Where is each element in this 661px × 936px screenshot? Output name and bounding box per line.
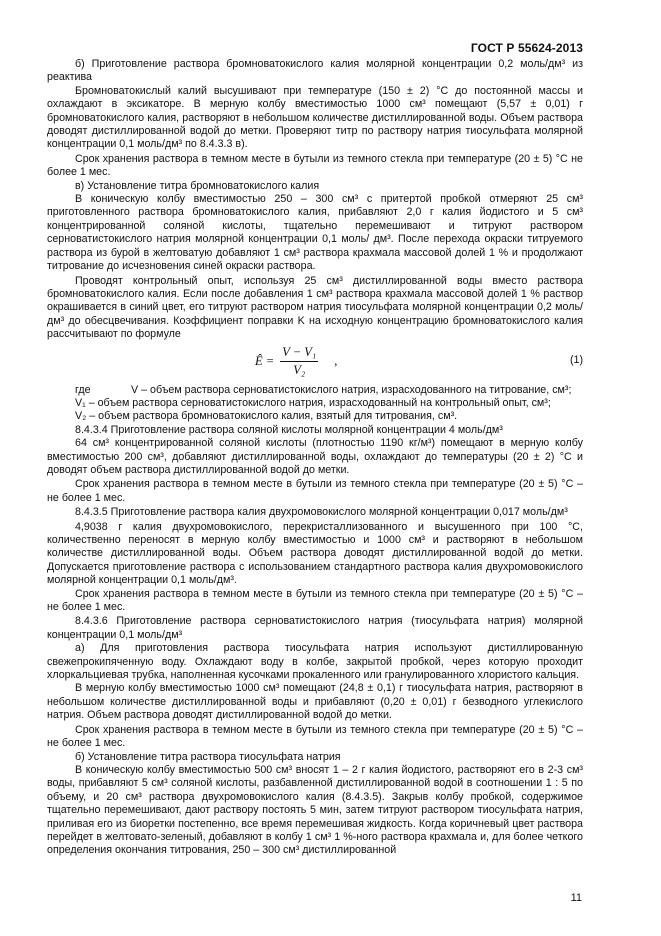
paragraph: Срок хранения раствора в темном месте в бутыли из темного стекла при температуре (20 ± 5) °C – не более 1 мес. [47,587,583,614]
formula-denominator: V₂ [293,362,306,377]
formula-expression [255,346,337,378]
formula-numerator: V − V₁ [280,346,318,362]
section-heading: 8.4.3.6 Приготовление раствора серноватистокислого натрия (тиосульфата натрия) молярной концентрации 0,1 моль/дм³ [47,615,583,641]
paragraph: В мерную колбу вместимостью 1000 см³ помещают (24,8 ± 0,1) г тиосульфата натрия, растворяют в небольшом количестве дистиллированной воды и прибавляют (0,20 ± 0,01) г безводного углекислого натрия. Объем раствора доводят дистиллированной водой до метки. [47,682,583,722]
section-heading: 8.4.3.4 Приготовление раствора соляной кислоты молярной концентрации 4 моль/дм³ [75,423,503,436]
paragraph: Срок хранения раствора в темном месте в бутыли из темного стекла при температуре (20 ± 5) °C не более 1 мес. [47,152,583,179]
section-heading: 8.4.3.5 Приготовление раствора калия двухромовокислого молярной концентрации 0,017 моль/дм³ [75,506,568,519]
legend-row [47,384,583,397]
document-body [47,58,583,858]
formula-1 [47,344,583,382]
page-number: 11 [570,892,582,904]
formula-number: (1) [569,353,583,366]
subsection-heading: в) Установление титра бромноватокислого калия [75,179,320,192]
paragraph: а) Для приготовления раствора тиосульфата натрия используют дистиллированную свежепрокипяченную воду. Охлаждают воду в колбе, закрытой пробкой, через которую проходит хлоркальциевая трубка, наполненная кусочками прокаленного или гранулированного хлористого кальция. [47,642,583,682]
paragraph: В коническую колбу вместимостью 250 – 300 см³ с притертой пробкой отмеряют 25 см³ приготовленного раствора бромноватокислого калия, прибавляют 2,0 г калия йодистого и 5 см³ концентрированной соляной кислоты, тщательно перемешивают и титруют раствором серноватистокислого натрия молярной концентрации 0,1 моль/ дм³. После перехода окраски титруемого раствора из бурой в желтоватую добавляют 1 см³ раствора крахмала массовой долей 1 % и продолжают титрование до исчезновения синей окраски раствора. [47,193,583,273]
paragraph: 64 см³ концентрированной соляной кислоты (плотностью 1190 кг/м³) помещают в мерную колбу вместимостью 200 см³, добавляют дистиллированной воды, охлаждают до температуры (20 ± 2) °C и доводят объем раствора дистиллированной водой до метки. [47,437,583,476]
formula-lhs: Ê = [255,353,275,368]
document-id: ГОСТ Р 55624-2013 [470,41,583,55]
paragraph: Проводят контрольный опыт, используя 25 см³ дистиллированной воды вместо раствора бромноватокислого калия. Если после добавления 1 см³ раствора крахмала массовой долей 1 % раствор окрашивается в синий цвет, его титруют раствором натрия тиосульфата молярной концентрации 0,2 моль/дм³ до обесцвечивания. Коэффициент поправки K на исходную концентрацию бромноватокислого калия рассчитывают по формуле [47,274,583,341]
legend-item: V₂ – объем раствора бромноватокислого калия, взятый для титрования, см³. [75,410,458,423]
formula-fraction [280,346,318,378]
where-label: где [75,383,91,396]
formula-trail: , [334,353,338,368]
legend-item: V – объем раствора серноватистокислого натрия, израсходованного на титрование, см³; [131,383,572,396]
paragraph: Срок хранения раствора в темном месте в бутыли из темного стекла при температуре (20 ± 5) °C – не более 1 мес. [47,478,583,504]
paragraph: Срок хранения раствора в темном месте в бутыли из темного стекла при температуре (20 ± 5) °C – не более 1 мес. [47,723,583,750]
paragraph: б) Приготовление раствора бромноватокислого калия молярной концентрации 0,2 моль/дм³ из реактива [47,58,583,84]
paragraph: В коническую колбу вместимостью 500 см³ вносят 1 – 2 г калия йодистого, растворяют его в 2-3 см³ воды, прибавляют 5 см³ соляной кислоты, разбавленной дистиллированной водой в соотношении 1 : 5 по объему, и 20 см³ раствора двухромовокислого калия (8.4.3.5). Закрыв колбу пробкой, содержимое тщательно перемешивают, дают раствору постоять 5 мин, затем титруют раствором тиосульфата натрия, приливая его из биоретки постепенно, все время перемешивая жидкость. Когда коричневый цвет раствора перейдет в желтовато-зеленый, добавляют в колбу 1 см³ 1 %-ного раствора крахмала и, для более четкого определения окончания титрования, 250 – 300 см³ дистиллированной [47,763,583,857]
paragraph: Бромноватокислый калий высушивают при температуре (150 ± 2) °C до постоянной массы и охлаждают в эксикаторе. В мерную колбу вместимостью 1000 см³ помещают (5,57 ± 0,01) г бромноватокислого калия, растворяют в небольшом количестве дистиллированной воды. Объем раствора доводят дистиллированной водой до метки. Проверяют титр по раствору натрия тиосульфата молярной концентрации 0,1 моль/дм³ по 8.4.3.3 в). [47,84,583,151]
subsection-heading: б) Установление титра раствора тиосульфата натрия [75,750,341,763]
paragraph: 4,9038 г калия двухромовокислого, перекристаллизованного и высушенного при 100 °C, количественно переносят в мерную колбу вместимостью и 1000 см³ и растворяют в небольшом количестве дистиллированной воды. Объем раствора доводят дистиллированной водой до метки. Допускается приготовление раствора с использованием стандартного раствора калия двухромовокислого молярной концентрации 0,1 моль/дм³. [47,520,583,587]
legend-item: V₁ – объем раствора серноватистокислого натрия, израсходованный на контрольный опыт, см³; [75,396,551,409]
